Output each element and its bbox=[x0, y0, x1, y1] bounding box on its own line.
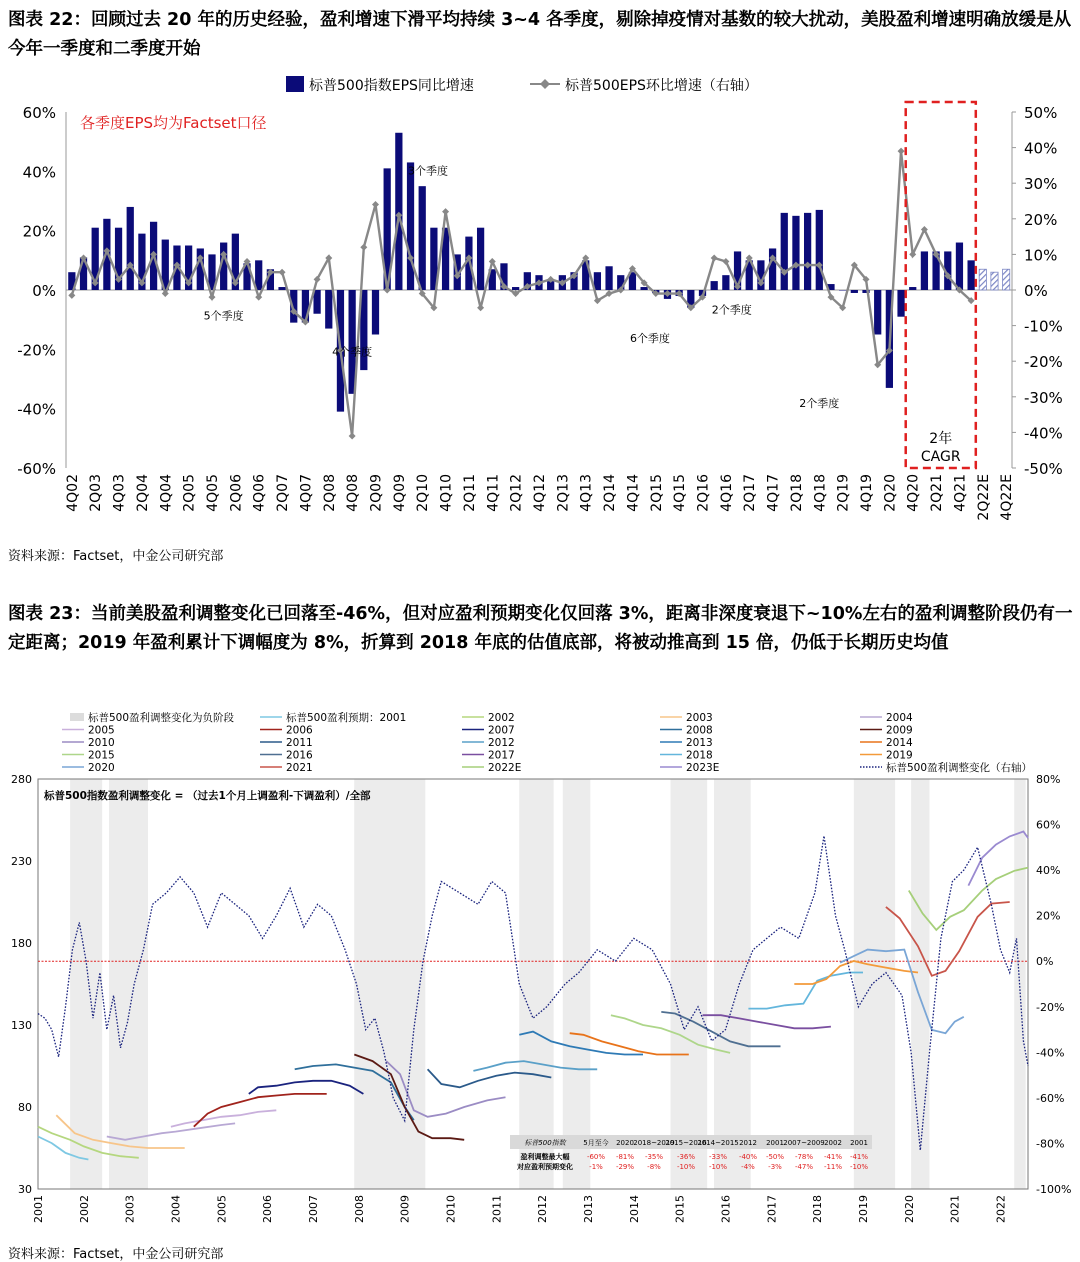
legend-label: 2004 bbox=[886, 712, 913, 724]
x-tick-label: 2Q20 bbox=[882, 474, 899, 512]
eps-qoq-point bbox=[162, 290, 169, 297]
right-tick-label: 10% bbox=[1024, 246, 1058, 265]
table-header-cell: 2001 bbox=[766, 1139, 784, 1147]
eps-yoy-bar bbox=[792, 216, 799, 290]
eps-qoq-point bbox=[477, 304, 484, 311]
right-tick-label: 30% bbox=[1024, 175, 1058, 194]
x-tick-label: 4Q11 bbox=[485, 474, 502, 512]
eps-yoy-bar bbox=[640, 287, 647, 290]
table-header-cell: 标普500指数 bbox=[524, 1139, 566, 1147]
legend-label: 标普500盈利调整变化（右轴） bbox=[886, 762, 1033, 774]
eps-qoq-point bbox=[372, 201, 379, 208]
legend-label: 2006 bbox=[286, 724, 313, 737]
legend-line-label: 标普500EPS环比增速（右轴） bbox=[565, 78, 758, 94]
table-header-cell: 2001 bbox=[850, 1139, 868, 1147]
table-cell: 对应盈利预期变化 bbox=[517, 1163, 573, 1171]
x-tick-label: 4Q19 bbox=[859, 474, 876, 512]
x-tick-label: 2Q11 bbox=[461, 474, 478, 512]
right-tick-label: -20% bbox=[1036, 1000, 1065, 1014]
x-tick-label: 2Q09 bbox=[368, 474, 385, 512]
eps-yoy-bar bbox=[921, 251, 928, 290]
legend-label: 2009 bbox=[886, 724, 913, 737]
table-cell: -4% bbox=[741, 1163, 755, 1171]
formula-text: 标普500指数盈利调整变化 = （过去1个月上调盈利-下调盈利）/全部 bbox=[44, 790, 371, 802]
x-tick-label: 2Q14 bbox=[602, 474, 619, 512]
table-cell: -35% bbox=[644, 1153, 664, 1161]
x-tick-label: 2Q06 bbox=[228, 474, 245, 512]
period-annotation: 3个季度 bbox=[408, 164, 449, 178]
legend-label: 2002 bbox=[488, 712, 515, 724]
left-tick-label: 80 bbox=[18, 1101, 32, 1114]
x-tick-label: 2004 bbox=[169, 1195, 183, 1223]
right-tick-label: 0% bbox=[1024, 282, 1048, 300]
table-header-cell: 2020 bbox=[616, 1139, 634, 1147]
x-tick-label: 2015 bbox=[673, 1195, 687, 1223]
right-tick-label: -60% bbox=[1036, 1091, 1065, 1105]
legend-swatch bbox=[70, 713, 84, 721]
x-tick-label: 2014 bbox=[627, 1195, 641, 1223]
left-tick-label: 130 bbox=[11, 1019, 32, 1032]
right-tick-label: -20% bbox=[1024, 353, 1063, 372]
x-tick-label: 2Q04 bbox=[134, 474, 151, 512]
legend-label: 2007 bbox=[488, 724, 515, 737]
legend-line-marker bbox=[540, 79, 550, 89]
x-tick-label: 4Q05 bbox=[204, 474, 221, 512]
x-tick-label: 2002 bbox=[77, 1195, 91, 1223]
x-tick-label: 4Q12 bbox=[532, 474, 548, 512]
period-annotation: 6个季度 bbox=[629, 331, 670, 345]
right-tick-label: -100% bbox=[1036, 1183, 1072, 1196]
x-tick-label: 2Q17 bbox=[742, 474, 759, 512]
fig22-chart bbox=[0, 66, 1080, 546]
eps-yoy-bar bbox=[605, 266, 612, 290]
legend-label: 2010 bbox=[88, 737, 115, 749]
box-label-line2: CAGR bbox=[920, 449, 961, 465]
negative-period-shade bbox=[714, 779, 751, 1189]
left-tick-label: -20% bbox=[17, 341, 56, 360]
left-tick-label: 40% bbox=[22, 163, 56, 182]
table-cell: -1% bbox=[589, 1163, 603, 1171]
x-tick-label: 4Q02 bbox=[64, 474, 81, 512]
right-tick-label: 40% bbox=[1024, 139, 1058, 158]
x-tick-label: 4Q15 bbox=[672, 474, 689, 512]
legend-label: 2011 bbox=[286, 737, 313, 749]
table-header-cell: 2014~2015 bbox=[697, 1139, 739, 1147]
right-tick-label: -40% bbox=[1036, 1046, 1065, 1060]
eps-forecast-line bbox=[249, 1081, 364, 1094]
legend-bar-swatch bbox=[286, 76, 304, 92]
legend-label: 2012 bbox=[488, 737, 515, 749]
legend-label: 2003 bbox=[686, 712, 713, 724]
eps-qoq-point bbox=[442, 208, 449, 215]
right-tick-label: 60% bbox=[1036, 818, 1061, 832]
left-tick-label: 20% bbox=[22, 222, 56, 241]
table-cell: -40% bbox=[738, 1153, 758, 1161]
eps-yoy-bar bbox=[956, 243, 963, 290]
left-tick-label: 0% bbox=[32, 282, 56, 300]
eps-yoy-bar bbox=[407, 162, 414, 290]
legend-label: 2014 bbox=[886, 737, 913, 749]
eps-yoy-bar bbox=[968, 260, 975, 290]
legend-label: 2017 bbox=[488, 749, 515, 762]
table-cell: -41% bbox=[823, 1153, 843, 1161]
legend-label: 标普500盈利预期：2001 bbox=[286, 712, 407, 724]
x-tick-label: 2009 bbox=[398, 1195, 412, 1223]
eps-yoy-bar bbox=[839, 290, 846, 291]
right-tick-label: 20% bbox=[1036, 909, 1061, 923]
fig23-chart bbox=[0, 705, 1080, 1245]
eps-qoq-point bbox=[68, 292, 75, 299]
eps-qoq-line bbox=[72, 151, 971, 436]
x-tick-label: 2001 bbox=[32, 1195, 45, 1223]
eps-qoq-point bbox=[349, 432, 356, 439]
left-tick-label: 60% bbox=[22, 104, 56, 122]
eps-yoy-bar bbox=[909, 287, 916, 290]
fig23-title: 图表 23：当前美股盈利调整变化已回落至-46%，但对应盈利预期变化仅回落 3%，距离非深度衰退下~10%左右的盈利调整阶段仍有一定距离；2019 年盈利累计下调幅度为 8%，折算到 2018 年底的估值底部，将被动推高到 15 倍，仍低于长期历史均值 bbox=[8, 604, 1073, 653]
eps-yoy-bar bbox=[419, 186, 426, 290]
legend-label: 2022E bbox=[488, 762, 522, 774]
x-tick-label: 2021 bbox=[948, 1195, 962, 1223]
fig22-title: 图表 22：回顾过去 20 年的历史经验，盈利增速下滑平均持续 3~4 各季度，剔除掉疫情对基数的较大扰动，美股盈利增速明确放缓是从今年一季度和二季度开始 bbox=[8, 10, 1072, 59]
eps-yoy-bar bbox=[991, 272, 998, 290]
left-tick-label: 280 bbox=[11, 773, 32, 786]
eps-qoq-point bbox=[898, 148, 905, 155]
x-tick-label: 2006 bbox=[261, 1195, 275, 1223]
negative-period-shade bbox=[354, 779, 425, 1189]
eps-yoy-bar bbox=[1003, 269, 1010, 290]
x-tick-label: 2013 bbox=[582, 1195, 595, 1223]
right-tick-label: -40% bbox=[1024, 424, 1063, 443]
x-tick-label: 2005 bbox=[215, 1195, 229, 1223]
x-tick-label: 4Q20 bbox=[905, 474, 922, 512]
eps-qoq-point bbox=[208, 294, 215, 301]
left-tick-label: 230 bbox=[11, 855, 32, 868]
x-tick-label: 4Q18 bbox=[812, 474, 829, 512]
legend-label: 2013 bbox=[686, 737, 713, 749]
x-tick-label: 2Q15 bbox=[648, 474, 665, 512]
note-text: 各季度EPS均为Factset口径 bbox=[80, 114, 267, 132]
eps-qoq-point bbox=[711, 254, 718, 261]
table-cell: -36% bbox=[676, 1153, 696, 1161]
eps-yoy-bar bbox=[722, 275, 729, 290]
legend-label: 2019 bbox=[886, 749, 913, 762]
legend-label: 标普500盈利调整变化为负阶段 bbox=[88, 712, 235, 724]
right-tick-label: -80% bbox=[1036, 1137, 1065, 1151]
eps-yoy-bar bbox=[874, 290, 881, 335]
eps-forecast-line bbox=[748, 973, 863, 1009]
x-tick-label: 2Q10 bbox=[415, 474, 432, 512]
eps-yoy-bar bbox=[979, 269, 986, 290]
negative-period-shade bbox=[854, 779, 895, 1189]
legend-label: 2021 bbox=[286, 762, 313, 774]
eps-forecast-line bbox=[886, 902, 1010, 976]
table-cell: -10% bbox=[708, 1163, 728, 1171]
x-tick-label: 2008 bbox=[352, 1195, 366, 1223]
negative-period-shade bbox=[671, 779, 708, 1189]
x-tick-label: 2019 bbox=[857, 1195, 870, 1223]
table-cell: -50% bbox=[765, 1153, 785, 1161]
negative-period-shade bbox=[519, 779, 553, 1189]
eps-yoy-bar bbox=[851, 290, 858, 293]
eps-forecast-line bbox=[194, 1094, 327, 1127]
x-tick-label: 2Q19 bbox=[835, 474, 852, 512]
negative-period-shade bbox=[109, 779, 148, 1189]
legend-label: 2008 bbox=[686, 724, 713, 737]
x-tick-label: 2016 bbox=[719, 1195, 733, 1223]
table-header-cell: 2015~2016 bbox=[665, 1139, 707, 1147]
right-tick-label: -10% bbox=[1024, 317, 1063, 336]
table-cell: -81% bbox=[615, 1153, 635, 1161]
period-annotation: 5个季度 bbox=[203, 309, 244, 323]
table-header-cell: 2007~2009 bbox=[783, 1139, 825, 1147]
left-tick-label: 30 bbox=[18, 1183, 32, 1196]
table-cell: -10% bbox=[849, 1163, 869, 1171]
right-tick-label: -50% bbox=[1024, 460, 1063, 478]
table-cell: -8% bbox=[647, 1163, 661, 1171]
left-tick-label: -60% bbox=[17, 460, 56, 478]
fig23-source: 资料来源：Factset，中金公司研究部 bbox=[8, 1247, 224, 1262]
eps-qoq-point bbox=[909, 251, 916, 258]
eps-yoy-bar bbox=[816, 210, 823, 290]
table-header-cell: 2012 bbox=[739, 1139, 757, 1147]
x-tick-label: 2Q03 bbox=[88, 474, 105, 512]
legend-label: 2023E bbox=[686, 762, 720, 774]
cagr-highlight-box bbox=[906, 102, 976, 468]
x-tick-label: 4Q04 bbox=[158, 474, 175, 512]
negative-period-shade bbox=[563, 779, 591, 1189]
table-cell: -78% bbox=[794, 1153, 814, 1161]
eps-yoy-bar bbox=[372, 290, 379, 335]
x-tick-label: 4Q06 bbox=[251, 474, 268, 512]
eps-yoy-bar bbox=[512, 287, 519, 290]
legend-label: 2018 bbox=[686, 749, 713, 762]
table-header-cell: 2002 bbox=[824, 1139, 842, 1147]
eps-yoy-bar bbox=[127, 207, 134, 290]
eps-yoy-bar bbox=[711, 281, 718, 290]
x-tick-label: 4Q21 bbox=[952, 474, 969, 512]
x-tick-label: 2011 bbox=[490, 1195, 504, 1223]
table-header-cell: 5月至今 bbox=[583, 1139, 609, 1147]
x-tick-label: 4Q03 bbox=[111, 474, 128, 512]
left-tick-label: -40% bbox=[17, 400, 56, 419]
x-tick-label: 2022 bbox=[994, 1195, 1008, 1223]
table-cell: -29% bbox=[615, 1163, 635, 1171]
x-tick-label: 4Q07 bbox=[298, 474, 315, 512]
period-annotation: 2个季度 bbox=[799, 397, 840, 411]
x-tick-label: 4Q22E bbox=[999, 474, 1016, 521]
table-cell: 盈利调整最大幅 bbox=[520, 1153, 570, 1161]
x-tick-label: 2Q12 bbox=[508, 474, 525, 512]
x-tick-label: 2Q13 bbox=[555, 474, 572, 512]
x-tick-label: 2Q08 bbox=[321, 474, 338, 512]
table-cell: -47% bbox=[794, 1163, 814, 1171]
table-cell: -11% bbox=[823, 1163, 843, 1171]
eps-yoy-bar bbox=[477, 228, 484, 290]
x-tick-label: 2Q22E bbox=[975, 474, 992, 521]
x-tick-label: 4Q13 bbox=[578, 474, 595, 512]
eps-yoy-bar bbox=[897, 290, 904, 317]
x-tick-label: 4Q09 bbox=[391, 474, 408, 512]
eps-yoy-bar bbox=[278, 287, 285, 290]
x-tick-label: 2017 bbox=[765, 1195, 779, 1223]
x-tick-label: 2010 bbox=[444, 1195, 458, 1223]
eps-yoy-bar bbox=[325, 290, 332, 329]
legend-label: 2016 bbox=[286, 749, 313, 762]
right-tick-label: 50% bbox=[1024, 104, 1058, 122]
right-tick-label: 0% bbox=[1036, 955, 1054, 969]
x-tick-label: 4Q17 bbox=[765, 474, 782, 512]
x-tick-label: 2018 bbox=[811, 1195, 825, 1223]
x-tick-label: 2012 bbox=[536, 1195, 550, 1223]
x-tick-label: 2Q05 bbox=[181, 474, 198, 512]
legend-bar-label: 标普500指数EPS同比增速 bbox=[309, 78, 474, 94]
legend-label: 2015 bbox=[88, 749, 115, 762]
left-tick-label: 180 bbox=[11, 937, 32, 950]
x-tick-label: 2003 bbox=[123, 1195, 137, 1223]
x-tick-label: 2Q07 bbox=[275, 474, 292, 512]
eps-qoq-point bbox=[279, 269, 286, 276]
eps-qoq-point bbox=[360, 244, 367, 251]
right-tick-label: 20% bbox=[1024, 210, 1058, 229]
eps-yoy-bar bbox=[395, 133, 402, 290]
table-header-cell: 2018~2019 bbox=[633, 1139, 675, 1147]
period-annotation: 4个季度 bbox=[332, 345, 373, 359]
box-label-line1: 2年 bbox=[929, 431, 953, 447]
x-tick-label: 4Q16 bbox=[718, 474, 735, 512]
right-tick-label: 40% bbox=[1036, 864, 1061, 878]
x-tick-label: 4Q08 bbox=[345, 474, 362, 512]
right-tick-label: -30% bbox=[1024, 388, 1063, 407]
legend-label: 2005 bbox=[88, 724, 115, 737]
x-tick-label: 2020 bbox=[902, 1195, 916, 1223]
legend-label: 2020 bbox=[88, 762, 115, 774]
x-tick-label: 2Q16 bbox=[695, 474, 712, 512]
eps-yoy-bar bbox=[313, 290, 320, 314]
table-cell: -3% bbox=[768, 1163, 782, 1171]
right-tick-label: 80% bbox=[1036, 773, 1061, 786]
negative-period-shade bbox=[911, 779, 929, 1189]
x-tick-label: 2Q21 bbox=[929, 474, 946, 512]
table-cell: -41% bbox=[849, 1153, 869, 1161]
table-cell: -60% bbox=[586, 1153, 606, 1161]
eps-yoy-bar bbox=[781, 213, 788, 290]
table-cell: -10% bbox=[676, 1163, 696, 1171]
table-cell: -33% bbox=[708, 1153, 728, 1161]
x-tick-label: 4Q10 bbox=[438, 474, 455, 512]
eps-yoy-bar bbox=[255, 260, 262, 290]
negative-period-shade bbox=[70, 779, 102, 1189]
x-tick-label: 2Q18 bbox=[788, 474, 805, 512]
x-tick-label: 4Q14 bbox=[625, 474, 642, 512]
period-annotation: 2个季度 bbox=[711, 303, 752, 317]
x-tick-label: 2007 bbox=[307, 1195, 320, 1223]
fig22-source: 资料来源：Factset，中金公司研究部 bbox=[8, 549, 224, 564]
eps-yoy-bar bbox=[804, 213, 811, 290]
